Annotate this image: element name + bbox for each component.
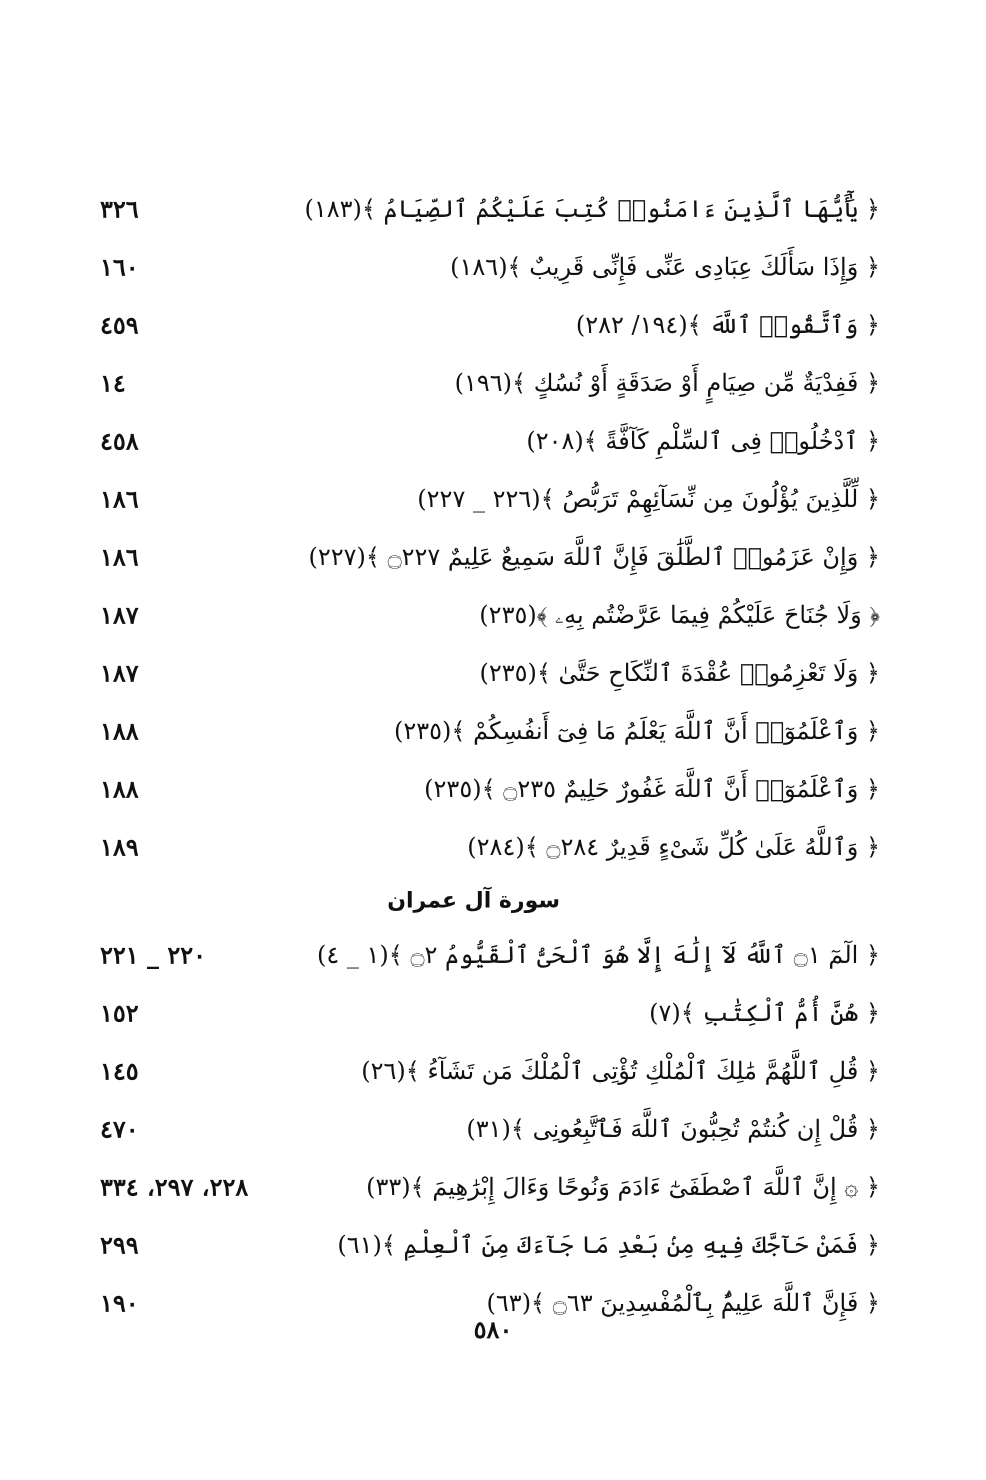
verse-text: ﴿ ٱدْخُلُوا۟ فِى ٱلسِّلْمِ كَآفَّةً ﴾(٢٠٨) bbox=[526, 427, 880, 455]
verse-text: ﴿ وَٱعْلَمُوٓا۟ أَنَّ ٱللَّهَ غَفُورٌ حَلِيمٌ ۝٢٣٥ ﴾(٢٣٥) bbox=[424, 775, 880, 803]
verse-text: ﴿ وَإِذَا سَأَلَكَ عِبَادِى عَنِّى فَإِنِّى قَرِيبٌ ﴾(١٨٦) bbox=[450, 253, 880, 281]
index-entry bbox=[100, 1100, 880, 1158]
verse-text: ﴿ فَإِنَّ ٱللَّهَ عَلِيمٌۢ بِٱلْمُفْسِدِينَ ۝٦٣ ﴾(٦٣) bbox=[486, 1289, 880, 1317]
section-baqarah bbox=[100, 180, 880, 876]
index-entry bbox=[100, 1042, 880, 1100]
index-entry bbox=[100, 296, 880, 354]
verse-text: ﴿ الٓمٓ ۝١ ٱللَّهُ لَآ إِلَٰهَ إِلَّا هُوَ ٱلْحَىُّ ٱلْقَيُّومُ ۝٢ ﴾(١ _ ٤) bbox=[316, 941, 880, 969]
page-refs: ١٨٩ bbox=[100, 832, 139, 862]
verse-text: ﴿ وَلَا جُنَاحَ عَلَيْكُمْ فِيمَا عَرَّضْتُم بِهِۦ ﴾(٢٣٥) bbox=[479, 601, 880, 629]
page-refs: ١٨٨ bbox=[100, 716, 139, 746]
page-refs: ٤٥٨ bbox=[100, 426, 139, 456]
page-refs: ٤٥٩ bbox=[100, 310, 139, 340]
surah-title: سورة آل عمران bbox=[387, 888, 560, 914]
page-refs: ١٦٠ bbox=[100, 252, 139, 282]
page-refs: ١٨٨ bbox=[100, 774, 139, 804]
page-refs: ٢٢٠ _ ٢٢١ bbox=[100, 940, 207, 970]
index-entry bbox=[100, 984, 880, 1042]
index-entry bbox=[100, 528, 880, 586]
index-entry bbox=[100, 470, 880, 528]
page-refs: ٤٧٠ bbox=[100, 1114, 139, 1144]
page-refs: ١٤ bbox=[100, 368, 126, 398]
verse-text: ﴿ فَمَنْ حَآجَّكَ فِيهِ مِنۢ بَعْدِ مَا جَآءَكَ مِنَ ٱلْعِلْمِ ﴾(٦١) bbox=[337, 1231, 880, 1259]
section-al-imran bbox=[100, 926, 880, 1332]
index-entry bbox=[100, 702, 880, 760]
verse-text: ﴿ وَٱللَّهُ عَلَىٰ كُلِّ شَىْءٍ قَدِيرٌ ۝٢٨٤ ﴾(٢٨٤) bbox=[467, 833, 880, 861]
index-entry bbox=[100, 586, 880, 644]
verse-index bbox=[100, 180, 880, 1332]
page-refs: ٢٩٩ bbox=[100, 1230, 139, 1260]
verse-text: ﴿ يَٰٓأَيُّهَا ٱلَّذِينَ ءَامَنُوا۟ كُتِبَ عَلَيْكُمُ ٱلصِّيَامُ ﴾(١٨٣) bbox=[304, 195, 880, 223]
page-refs: ١٨٦ bbox=[100, 484, 139, 514]
index-entry bbox=[100, 1158, 880, 1216]
index-entry bbox=[100, 1216, 880, 1274]
verse-text: ﴿ وَٱعْلَمُوٓا۟ أَنَّ ٱللَّهَ يَعْلَمُ مَا فِىٓ أَنفُسِكُمْ ﴾(٢٣٥) bbox=[394, 717, 880, 745]
verse-text: ﴿ وَإِنْ عَزَمُوا۟ ٱلطَّلَٰقَ فَإِنَّ ٱللَّهَ سَمِيعٌ عَلِيمٌ ۝٢٢٧ ﴾(٢٢٧) bbox=[308, 543, 880, 571]
index-entry bbox=[100, 760, 880, 818]
verse-text: ﴿ قُلْ إِن كُنتُمْ تُحِبُّونَ ٱللَّهَ فَٱتَّبِعُونِى ﴾(٣١) bbox=[466, 1115, 880, 1143]
index-entry bbox=[100, 412, 880, 470]
index-entry bbox=[100, 818, 880, 876]
verse-text: ﴿ ۞ إِنَّ ٱللَّهَ ٱصْطَفَىٰٓ ءَادَمَ وَنُوحًا وَءَالَ إِبْرَٰهِيمَ ﴾(٣٣) bbox=[366, 1173, 880, 1201]
index-entry bbox=[100, 238, 880, 296]
index-entry bbox=[100, 926, 880, 984]
page-refs: ١٨٦ bbox=[100, 542, 139, 572]
index-entry bbox=[100, 180, 880, 238]
verse-text: ﴿ وَٱتَّقُوا۟ ٱللَّهَ ﴾(١٩٤/ ٢٨٢) bbox=[575, 311, 880, 339]
verse-text: ﴿ لِّلَّذِينَ يُؤْلُونَ مِن نِّسَآئِهِمْ تَرَبُّصُ ﴾(٢٢٦ _ ٢٢٧) bbox=[417, 485, 880, 513]
index-entry bbox=[100, 644, 880, 702]
page-refs: ٢٢٨، ٢٩٧، ٣٣٤ bbox=[100, 1172, 249, 1202]
page-number: ٥٨٠ bbox=[473, 1315, 513, 1344]
verse-text: ﴿ وَلَا تَعْزِمُوا۟ عُقْدَةَ ٱلنِّكَاحِ حَتَّىٰ ﴾(٢٣٥) bbox=[479, 659, 880, 687]
page-refs: ٣٢٦ bbox=[100, 194, 139, 224]
verse-text: ﴿ هُنَّ أُمُّ ٱلْكِتَٰبِ ﴾(٧) bbox=[649, 999, 880, 1027]
page-refs: ١٤٥ bbox=[100, 1056, 139, 1086]
page-refs: ١٨٧ bbox=[100, 658, 139, 688]
page-refs: ١٩٠ bbox=[100, 1288, 139, 1318]
page-refs: ١٨٧ bbox=[100, 600, 139, 630]
verse-text: ﴿ فَفِدْيَةٌ مِّن صِيَامٍ أَوْ صَدَقَةٍ أَوْ نُسُكٍ ﴾(١٩٦) bbox=[454, 369, 880, 397]
index-entry bbox=[100, 354, 880, 412]
surah-heading bbox=[100, 876, 880, 926]
verse-text: ﴿ قُلِ ٱللَّهُمَّ مَٰلِكَ ٱلْمُلْكِ تُؤْتِى ٱلْمُلْكَ مَن تَشَآءُ ﴾(٢٦) bbox=[361, 1057, 880, 1085]
page-refs: ١٥٢ bbox=[100, 998, 139, 1028]
